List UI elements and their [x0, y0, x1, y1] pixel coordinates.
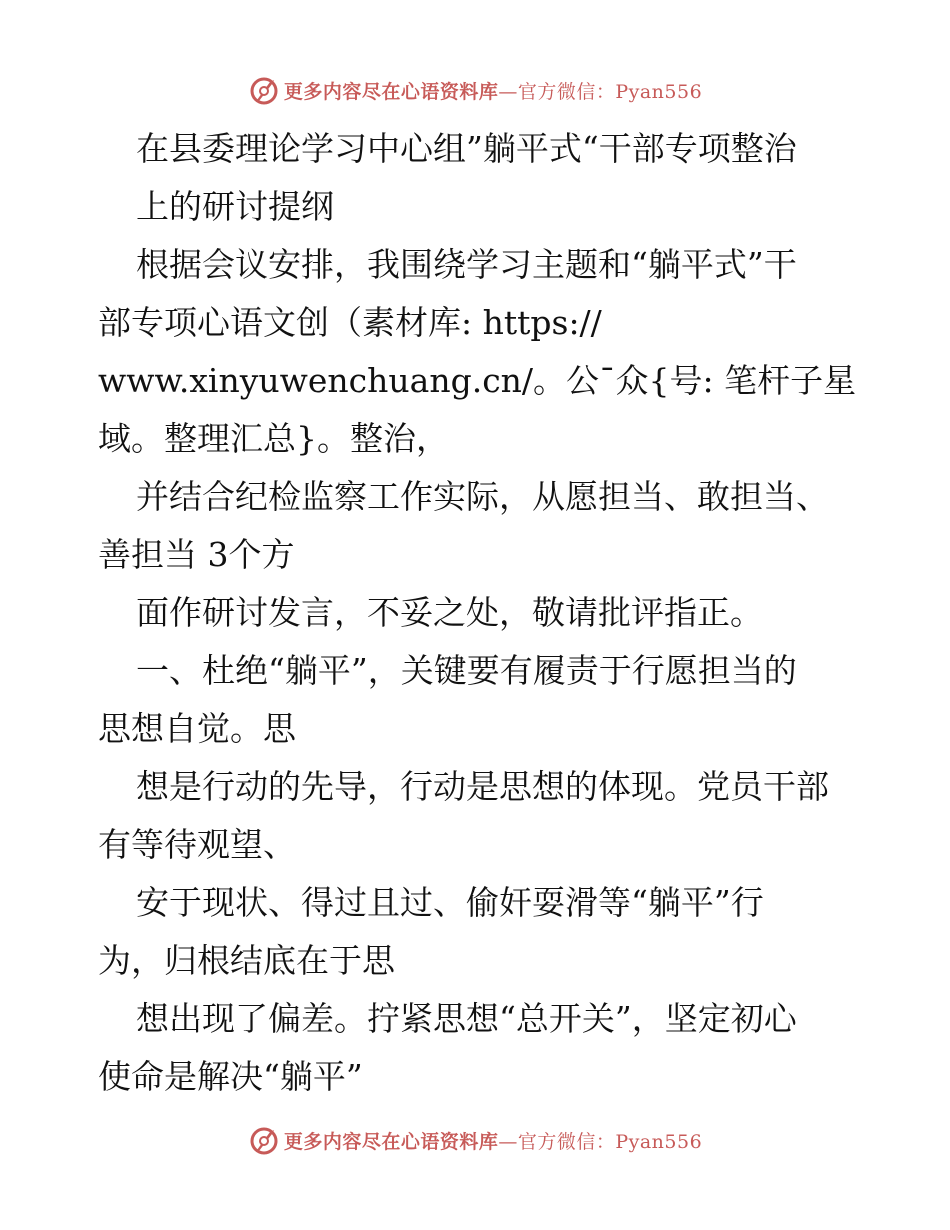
document-line: 根据会议安排，我围绕学习主题和“躺平式”干: [136, 245, 797, 284]
document-line: 上的研讨提纲: [136, 187, 334, 226]
document-line: 善担当 3个方: [98, 535, 295, 574]
document-line: 部专项心语文创（素材库: https://: [98, 303, 602, 342]
document-line: 想是行动的先导，行动是思想的体现。党员干部: [136, 767, 829, 806]
banner-secondary-text: —官方微信：Pyan556: [498, 1130, 703, 1153]
quill-seal-logo-icon: [248, 74, 280, 106]
document-line: 域。整理汇总}。整治，: [98, 419, 449, 458]
document-line: 安于现状、得过且过、偷奸耍滑等“躺平”行: [136, 883, 764, 922]
document-line: 在县委理论学习中心组”躺平式“干部专项整治: [136, 129, 797, 168]
document-line: 一、杜绝“躺平”，关键要有履责于行愿担当的: [136, 651, 797, 690]
document-line: www.xinyuwenchuang.cn/。公¯众{号: 笔杆子星: [98, 361, 857, 400]
document-line: 想出现了偏差。拧紧思想“总开关”，坚定初心: [136, 999, 797, 1038]
document-line: 为，归根结底在于思: [98, 941, 395, 980]
header-watermark-banner: [0, 70, 950, 110]
banner-secondary-text: —官方微信：Pyan556: [498, 80, 703, 103]
banner-text: [284, 77, 702, 104]
quill-seal-logo-icon: [248, 1124, 280, 1156]
banner-main-text: 更多内容尽在心语资料库: [283, 80, 499, 103]
banner-text: [284, 1127, 702, 1154]
document-line: 有等待观望、: [98, 825, 296, 864]
document-line: 思想自觉。思: [98, 709, 296, 748]
document-line: 使命是解决“躺平”: [98, 1057, 363, 1096]
document-line: 面作研讨发言，不妥之处，敬请批评指正。: [136, 593, 763, 632]
footer-watermark-banner: [0, 1120, 950, 1160]
document-body: [98, 120, 858, 1106]
document-line: 并结合纪检监察工作实际，从愿担当、敢担当、: [136, 477, 829, 516]
banner-main-text: 更多内容尽在心语资料库: [283, 1130, 499, 1153]
